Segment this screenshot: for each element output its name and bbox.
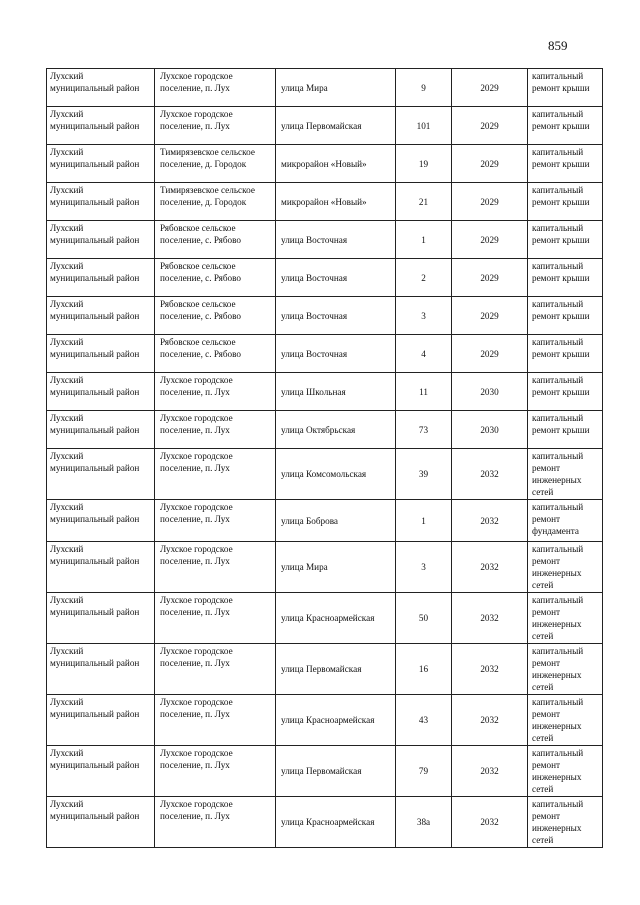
settlement-cell: Рябовское сельское поселение, с. Рябово bbox=[155, 297, 276, 335]
work-type-cell: капитальный ремонт крыши bbox=[528, 69, 603, 107]
street-cell: улица Восточная bbox=[276, 297, 396, 335]
table-row bbox=[47, 695, 603, 746]
settlement-cell: Тимирязевское сельское поселение, д. Городок bbox=[155, 183, 276, 221]
house-number-cell: 43 bbox=[396, 695, 452, 746]
table-body bbox=[47, 69, 603, 848]
street-cell: улица Первомайская bbox=[276, 644, 396, 695]
year-cell: 2032 bbox=[452, 542, 528, 593]
street-cell: улица Комсомольская bbox=[276, 449, 396, 500]
settlement-cell: Лухское городское поселение, п. Лух bbox=[155, 69, 276, 107]
house-number-cell: 1 bbox=[396, 221, 452, 259]
settlement-cell: Лухское городское поселение, п. Лух bbox=[155, 797, 276, 848]
street-cell: улица Красноармейская bbox=[276, 797, 396, 848]
settlement-cell: Рябовское сельское поселение, с. Рябово bbox=[155, 335, 276, 373]
work-type-cell: капитальный ремонт крыши bbox=[528, 221, 603, 259]
district-cell: Лухский муниципальный район bbox=[47, 644, 155, 695]
street-cell: улица Октябрьская bbox=[276, 411, 396, 449]
house-number-cell: 2 bbox=[396, 259, 452, 297]
table-row bbox=[47, 107, 603, 145]
settlement-cell: Лухское городское поселение, п. Лух bbox=[155, 746, 276, 797]
district-cell: Лухский муниципальный район bbox=[47, 746, 155, 797]
settlement-cell: Лухское городское поселение, п. Лух bbox=[155, 411, 276, 449]
district-cell: Лухский муниципальный район bbox=[47, 145, 155, 183]
year-cell: 2030 bbox=[452, 411, 528, 449]
year-cell: 2032 bbox=[452, 449, 528, 500]
work-type-cell: капитальный ремонт крыши bbox=[528, 411, 603, 449]
year-cell: 2030 bbox=[452, 373, 528, 411]
year-cell: 2032 bbox=[452, 500, 528, 542]
district-cell: Лухский муниципальный район bbox=[47, 500, 155, 542]
house-number-cell: 50 bbox=[396, 593, 452, 644]
house-number-cell: 4 bbox=[396, 335, 452, 373]
work-type-cell: капитальный ремонт инженерных сетей bbox=[528, 593, 603, 644]
year-cell: 2032 bbox=[452, 695, 528, 746]
table-row bbox=[47, 297, 603, 335]
work-type-cell: капитальный ремонт крыши bbox=[528, 183, 603, 221]
district-cell: Лухский муниципальный район bbox=[47, 335, 155, 373]
district-cell: Лухский муниципальный район bbox=[47, 107, 155, 145]
work-type-cell: капитальный ремонт инженерных сетей bbox=[528, 644, 603, 695]
table-row bbox=[47, 644, 603, 695]
street-cell: улица Восточная bbox=[276, 259, 396, 297]
district-cell: Лухский муниципальный район bbox=[47, 695, 155, 746]
year-cell: 2029 bbox=[452, 259, 528, 297]
year-cell: 2029 bbox=[452, 107, 528, 145]
work-type-cell: капитальный ремонт инженерных сетей bbox=[528, 449, 603, 500]
settlement-cell: Лухское городское поселение, п. Лух bbox=[155, 449, 276, 500]
table-row bbox=[47, 449, 603, 500]
year-cell: 2032 bbox=[452, 593, 528, 644]
work-type-cell: капитальный ремонт крыши bbox=[528, 335, 603, 373]
year-cell: 2029 bbox=[452, 335, 528, 373]
year-cell: 2029 bbox=[452, 183, 528, 221]
house-number-cell: 73 bbox=[396, 411, 452, 449]
house-number-cell: 1 bbox=[396, 500, 452, 542]
settlement-cell: Лухское городское поселение, п. Лух bbox=[155, 373, 276, 411]
table-row bbox=[47, 411, 603, 449]
settlement-cell: Лухское городское поселение, п. Лух bbox=[155, 644, 276, 695]
street-cell: микрорайон «Новый» bbox=[276, 145, 396, 183]
table-row bbox=[47, 373, 603, 411]
district-cell: Лухский муниципальный район bbox=[47, 259, 155, 297]
table-row bbox=[47, 746, 603, 797]
table-row bbox=[47, 335, 603, 373]
work-type-cell: капитальный ремонт инженерных сетей bbox=[528, 695, 603, 746]
table-row bbox=[47, 542, 603, 593]
house-number-cell: 16 bbox=[396, 644, 452, 695]
street-cell: улица Восточная bbox=[276, 221, 396, 259]
work-type-cell: капитальный ремонт инженерных сетей bbox=[528, 542, 603, 593]
district-cell: Лухский муниципальный район bbox=[47, 373, 155, 411]
table-row bbox=[47, 183, 603, 221]
street-cell: улица Школьная bbox=[276, 373, 396, 411]
work-type-cell: капитальный ремонт крыши bbox=[528, 297, 603, 335]
year-cell: 2032 bbox=[452, 644, 528, 695]
settlement-cell: Лухское городское поселение, п. Лух bbox=[155, 500, 276, 542]
year-cell: 2029 bbox=[452, 221, 528, 259]
year-cell: 2032 bbox=[452, 797, 528, 848]
year-cell: 2029 bbox=[452, 69, 528, 107]
table-row bbox=[47, 593, 603, 644]
settlement-cell: Рябовское сельское поселение, с. Рябово bbox=[155, 259, 276, 297]
settlement-cell: Лухское городское поселение, п. Лух bbox=[155, 107, 276, 145]
house-number-cell: 9 bbox=[396, 69, 452, 107]
work-type-cell: капитальный ремонт фундамента bbox=[528, 500, 603, 542]
street-cell: улица Мира bbox=[276, 542, 396, 593]
house-number-cell: 3 bbox=[396, 297, 452, 335]
page-number: 859 bbox=[548, 38, 568, 53]
street-cell: улица Красноармейская bbox=[276, 695, 396, 746]
table-row bbox=[47, 797, 603, 848]
table-row bbox=[47, 145, 603, 183]
work-type-cell: капитальный ремонт крыши bbox=[528, 259, 603, 297]
work-type-cell: капитальный ремонт крыши bbox=[528, 145, 603, 183]
street-cell: улица Мира bbox=[276, 69, 396, 107]
work-type-cell: капитальный ремонт крыши bbox=[528, 373, 603, 411]
table-row bbox=[47, 500, 603, 542]
year-cell: 2032 bbox=[452, 746, 528, 797]
street-cell: улица Красноармейская bbox=[276, 593, 396, 644]
district-cell: Лухский муниципальный район bbox=[47, 69, 155, 107]
table-row bbox=[47, 69, 603, 107]
settlement-cell: Рябовское сельское поселение, с. Рябово bbox=[155, 221, 276, 259]
table-row bbox=[47, 259, 603, 297]
work-type-cell: капитальный ремонт инженерных сетей bbox=[528, 797, 603, 848]
street-cell: улица Первомайская bbox=[276, 746, 396, 797]
house-number-cell: 39 bbox=[396, 449, 452, 500]
district-cell: Лухский муниципальный район bbox=[47, 593, 155, 644]
street-cell: микрорайон «Новый» bbox=[276, 183, 396, 221]
repair-schedule-table bbox=[46, 68, 603, 848]
table-row bbox=[47, 221, 603, 259]
house-number-cell: 101 bbox=[396, 107, 452, 145]
house-number-cell: 38а bbox=[396, 797, 452, 848]
district-cell: Лухский муниципальный район bbox=[47, 183, 155, 221]
work-type-cell: капитальный ремонт инженерных сетей bbox=[528, 746, 603, 797]
settlement-cell: Лухское городское поселение, п. Лух bbox=[155, 593, 276, 644]
year-cell: 2029 bbox=[452, 145, 528, 183]
district-cell: Лухский муниципальный район bbox=[47, 221, 155, 259]
house-number-cell: 79 bbox=[396, 746, 452, 797]
district-cell: Лухский муниципальный район bbox=[47, 542, 155, 593]
district-cell: Лухский муниципальный район bbox=[47, 411, 155, 449]
street-cell: улица Боброва bbox=[276, 500, 396, 542]
street-cell: улица Первомайская bbox=[276, 107, 396, 145]
street-cell: улица Восточная bbox=[276, 335, 396, 373]
house-number-cell: 21 bbox=[396, 183, 452, 221]
work-type-cell: капитальный ремонт крыши bbox=[528, 107, 603, 145]
district-cell: Лухский муниципальный район bbox=[47, 449, 155, 500]
district-cell: Лухский муниципальный район bbox=[47, 797, 155, 848]
settlement-cell: Тимирязевское сельское поселение, д. Городок bbox=[155, 145, 276, 183]
district-cell: Лухский муниципальный район bbox=[47, 297, 155, 335]
house-number-cell: 19 bbox=[396, 145, 452, 183]
settlement-cell: Лухское городское поселение, п. Лух bbox=[155, 695, 276, 746]
settlement-cell: Лухское городское поселение, п. Лух bbox=[155, 542, 276, 593]
house-number-cell: 11 bbox=[396, 373, 452, 411]
year-cell: 2029 bbox=[452, 297, 528, 335]
house-number-cell: 3 bbox=[396, 542, 452, 593]
